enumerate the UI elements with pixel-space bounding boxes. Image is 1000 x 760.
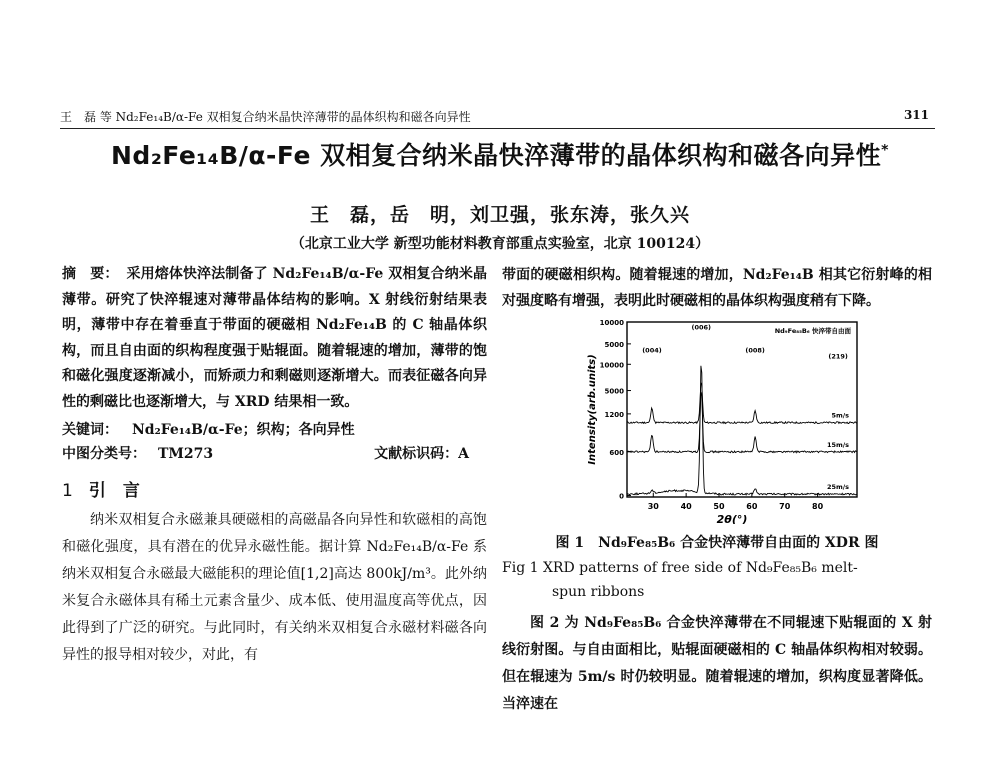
x-tick-label: 40 xyxy=(680,502,692,511)
y-tick-label: 5000 xyxy=(604,340,624,349)
y-tick-label: 10000 xyxy=(599,319,624,327)
y-tick-label: 600 xyxy=(609,448,624,457)
x-tick-label: 70 xyxy=(779,502,791,511)
peak-label: (008) xyxy=(745,346,765,355)
y-tick-label: 1200 xyxy=(604,410,624,419)
peak-label: (006) xyxy=(691,323,712,332)
x-tick-label: 50 xyxy=(713,502,725,511)
keywords-label: 关键词： xyxy=(62,421,118,438)
section-number: 1 xyxy=(62,480,73,501)
page-number: 311 xyxy=(903,108,929,122)
series-label: 25m/s xyxy=(826,483,849,492)
x-tick-label: 30 xyxy=(647,502,659,511)
left-column xyxy=(62,262,487,669)
figure-caption-en-line1: Fig 1 XRD patterns of free side of Nd₉Fe₈₅B₆ melt- xyxy=(502,560,858,576)
section-heading xyxy=(62,476,487,501)
series-label: 15m/s xyxy=(826,440,849,449)
right-top-paragraph: 带面的硬磁相织构。随着辊速的增加，Nd₂Fe₁₄B 相其它衍射峰的相对强度略有增强，表明此时硬磁相的晶体织构强度稍有下降。 xyxy=(502,267,932,309)
series-label: 5m/s xyxy=(831,411,849,420)
intro-paragraph: 纳米双相复合永磁兼具硬磁相的高磁晶各向异性和软磁相的高饱和磁化强度，具有潜在的优异永磁性能。据计算 Nd₂Fe₁₄B/α-Fe 系纳米双相复合永磁最大磁能积的理论值[1,2]高达 800kJ/m³。此外纳米复合永磁体具有稀土元素含量少、成本低、使用温度高等优点，因此得到了广泛的研究。与此同时，有关纳米双相复合永磁材料磁各向异性的报导相对较少，对此，有 xyxy=(62,511,487,663)
section-title: 引 言 xyxy=(88,480,140,501)
right-column xyxy=(502,262,932,718)
abstract-text: 采用熔体快淬法制备了 Nd₂Fe₁₄B/α-Fe 双相复合纳米晶薄带。研究了快淬辊速对薄带晶体结构的影响。X 射线衍射结果表明，薄带中存在着垂直于带面的硬磁相 Nd₂Fe₁₄B 的 C 轴晶体织构，而且自由面的织构程度强于贴辊面。随着辊速的增加，薄带的饱和磁化强度逐渐减小，而矫顽力和剩磁则逐渐增大。而表征磁各向异性的剩磁比也逐渐增大，与 XRD 结果相一致。 xyxy=(62,266,487,410)
x-axis-label: 2θ(°) xyxy=(716,513,748,524)
author-list: 王 磊，岳 明，刘卫强，张东涛，张久兴 xyxy=(309,204,690,226)
x-tick-label: 60 xyxy=(746,502,758,511)
paper-title xyxy=(60,136,940,172)
abstract xyxy=(62,262,487,416)
classification-label: 中图分类号： xyxy=(62,445,146,462)
keywords-text: Nd₂Fe₁₄B/α-Fe；织构；各向异性 xyxy=(132,421,355,438)
xrd-chart xyxy=(502,314,932,524)
running-head xyxy=(60,108,935,129)
x-tick-label: 80 xyxy=(812,502,824,511)
y-tick-label: 5000 xyxy=(604,387,624,396)
running-head-text: 王 磊 等 Nd₂Fe₁₄B/α-Fe 双相复合纳米晶快淬薄带的晶体织构和磁各向异性 xyxy=(60,110,471,124)
series-line xyxy=(627,383,857,424)
abstract-label: 摘 要： xyxy=(62,266,119,282)
figure-1 xyxy=(502,314,932,524)
figure-caption-en-line2: spun ribbons xyxy=(552,584,645,600)
series-line xyxy=(627,366,857,495)
chart-title: Nd₉Fe₈₅B₆ 快淬带自由面 xyxy=(774,327,851,335)
affiliation: （北京工业大学 新型功能材料教育部重点实验室，北京 100124） xyxy=(290,236,710,252)
y-tick-label: 0 xyxy=(619,492,624,501)
y-tick-label: 10000 xyxy=(599,361,624,370)
title-text: Nd₂Fe₁₄B/α-Fe 双相复合纳米晶快淬薄带的晶体织构和磁各向异性 xyxy=(111,141,882,170)
document-code: 文献标识码：A xyxy=(374,445,469,462)
peak-label: (004) xyxy=(642,346,662,355)
right-bottom-paragraph: 图 2 为 Nd₉Fe₈₅B₆ 合金快淬薄带在不同辊速下贴辊面的 X 射线衍射图。与自由面相比，贴辊面硬磁相的 C 轴晶体织构相对较弱。但在辊速为 5m/s 时仍较明显。随着辊速的增加，织构度显著降低。当淬速在 xyxy=(502,615,932,712)
classification-line xyxy=(62,442,487,466)
peak-label: (219) xyxy=(828,352,848,361)
classification-code: TM273 xyxy=(158,445,214,462)
figure-caption-en xyxy=(502,556,932,604)
title-footnote-mark: * xyxy=(881,142,889,159)
keywords xyxy=(62,418,487,442)
y-axis-label: Intensity(arb.units) xyxy=(587,354,598,465)
figure-caption-zh: 图 1 Nd₉Fe₈₅B₆ 合金快淬薄带自由面的 XDR 图 xyxy=(555,535,879,551)
